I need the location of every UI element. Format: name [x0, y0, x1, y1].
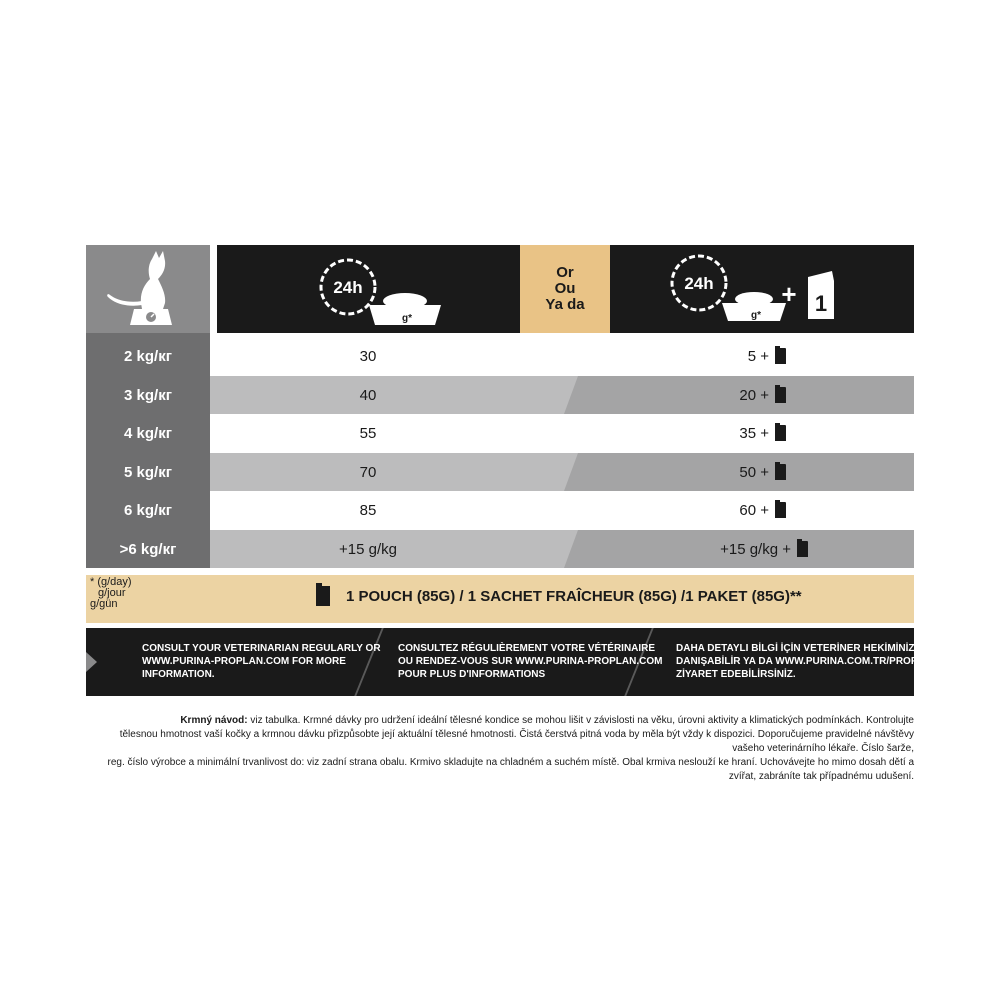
pouch-icon	[775, 464, 786, 480]
weight-label: 6 kg/кг	[124, 501, 172, 519]
pouch-icon	[797, 541, 808, 557]
weight-label: 2 kg/кг	[124, 347, 172, 365]
units-legend	[90, 577, 132, 610]
svg-text:g*: g*	[751, 310, 761, 321]
pouch-note	[316, 586, 802, 606]
dry-only-value: +15 g/kg	[339, 540, 397, 558]
cat-weight-cell	[86, 245, 210, 333]
weight-label: 3 kg/кг	[124, 386, 172, 404]
table-row	[210, 453, 914, 491]
pouch-note-text: 1 POUCH (85G) / 1 SACHET FRAÎCHEUR (85G) /1 PAKET (85G)**	[346, 587, 802, 605]
weight-label: >6 kg/кг	[119, 540, 177, 558]
svg-text:1: 1	[814, 291, 828, 316]
or-line-fr: Ou	[554, 280, 576, 297]
mixed-value: 20 +	[739, 376, 786, 414]
pouch-icon	[775, 348, 786, 364]
info-tr: DAHA DETAYLI BİLGİ İÇİN VETERİNER HEKİMİNİZE DANIŞABİLİR YA DA WWW.PURINA.COM.TR/PROPLAN'I ZİYARET EDEBİLİRSİNİZ.	[676, 643, 944, 680]
pouch-icon	[316, 586, 330, 606]
or-line-tr: Ya da	[545, 296, 585, 313]
table-row	[210, 491, 914, 529]
mixed-value: 35 +	[739, 414, 786, 452]
svg-text:24h: 24h	[333, 278, 363, 297]
mixed-value: 50 +	[739, 453, 786, 491]
mixed-value: 5 +	[748, 337, 786, 375]
dry-only-value: 55	[359, 424, 377, 442]
table-row	[210, 414, 914, 452]
table-row	[210, 530, 914, 568]
unit-tr: g/gün	[90, 598, 118, 610]
dry-only-value: 70	[359, 463, 377, 481]
info-en: CONSULT YOUR VETERINARIAN REGULARLY OR WWW.PURINA-PROPLAN.COM FOR MORE INFORMATION.	[142, 643, 381, 680]
unit-fr: g/jour	[98, 587, 126, 599]
svg-text:g*: g*	[402, 313, 412, 324]
mixed-value: 60 +	[739, 491, 786, 529]
unit-en: * (g/day)	[90, 576, 132, 588]
or-line-en: Or	[556, 264, 574, 281]
cat-on-scale-icon	[86, 245, 210, 333]
dry-only-value: 85	[359, 501, 377, 519]
info-fr: CONSULTEZ RÉGULIÈREMENT VOTRE VÉTÉRINAIRE OU RENDEZ-VOUS SUR WWW.PURINA-PROPLAN.COM POUR PLUS D'INFORMATIONS	[398, 643, 663, 680]
or-label	[520, 245, 610, 333]
feeding-guide-text: Krmný návod: viz tabulka. Krmné dávky pro udržení ideální tělesné kondice se mohou lišit v závislosti na věku, úrovni aktivity a klimatických podmínkách. Kontrolujte tělesnou hmotnost vaší kočky a krmnou dávku přizpůsobte její aktuální tělesné hmotnosti. Čistá čerstvá pitná voda by měla být vždy k dispozici. Doporučujeme pravidelné návštěvy vašeho veterinárního lékaře. Číslo šarže, reg. číslo výrobce a minimální trvanlivost do: viz zadní strana obalu. Krmivo skladujte na chladném a suchém místě. Obal krmiva neslouží ke hraní. Uchovávejte ho mimo dosah dětí a zvířat, zabráníte tak případnému udušení.	[107, 715, 914, 782]
svg-text:24h: 24h	[684, 274, 714, 293]
arrow-icon	[86, 652, 97, 672]
pouch-icon	[775, 425, 786, 441]
weight-label: 4 kg/кг	[124, 424, 172, 442]
weight-label: 5 kg/кг	[124, 463, 172, 481]
mixed-feeding-header	[610, 245, 914, 333]
dry-only-value: 40	[359, 386, 377, 404]
svg-text:+: +	[781, 279, 797, 309]
clock-bowl-pouch-icon	[610, 245, 914, 333]
table-row	[210, 376, 914, 414]
dry-only-header	[217, 245, 520, 333]
mixed-value: +15 g/kg +	[720, 530, 808, 568]
clock-bowl-icon	[217, 245, 520, 333]
dry-only-value: 30	[359, 347, 377, 365]
pouch-icon	[775, 387, 786, 403]
table-row	[210, 337, 914, 375]
pouch-icon	[775, 502, 786, 518]
